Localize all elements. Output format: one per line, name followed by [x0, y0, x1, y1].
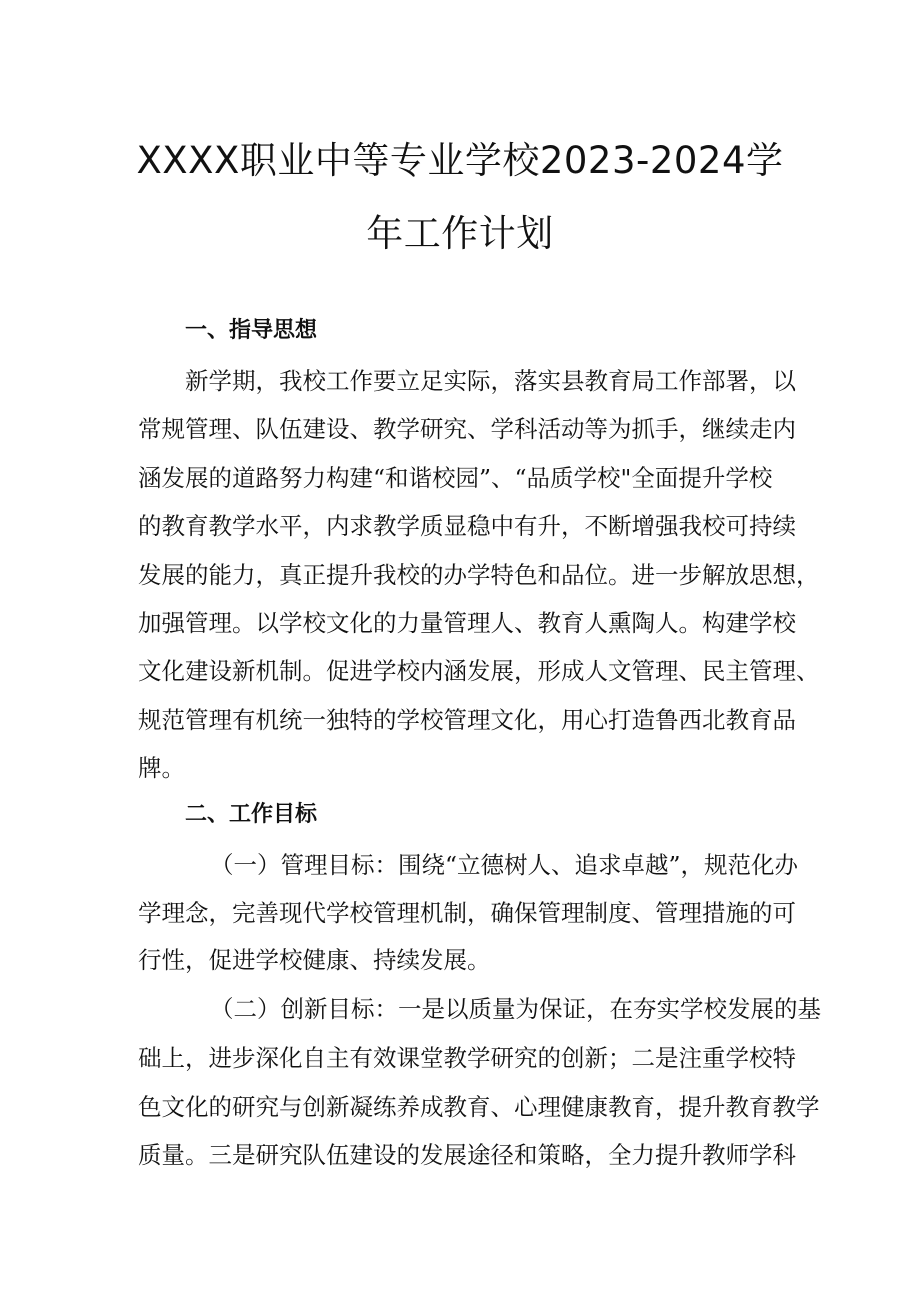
- paragraph-line: 行性，促进学校健康、持续发展。: [138, 946, 491, 974]
- paragraph-line: 加强管理。以学校文化的力量管理人、教育人熏陶人。构建学校: [138, 609, 796, 637]
- paragraph-line: 色文化的研究与创新凝练养成教育、心理健康教育，提升教育教学: [138, 1093, 820, 1121]
- paragraph-line: 新学期，我校工作要立足实际，落实县教育局工作部署，以: [185, 367, 796, 395]
- paragraph-line: （一）管理目标：围绕“立德树人、追求卓越”，规范化办: [210, 851, 799, 879]
- paragraph-line: 规范管理有机统一独特的学校管理文化，用心打造鲁西北教育品: [138, 706, 796, 734]
- paragraph-line: 常规管理、队伍建设、教学研究、学科活动等为抓手，继续走内: [138, 415, 796, 443]
- paragraph-line: 牌。: [138, 754, 185, 782]
- paragraph-line: 础上，进步深化自主有效课堂教学研究的创新；二是注重学校特: [138, 1044, 796, 1072]
- paragraph-line: 质量。三是研究队伍建设的发展途径和策略，全力提升教师学科: [138, 1141, 796, 1169]
- section-2-heading: 二、工作目标: [185, 802, 318, 827]
- document-title-line-2: 年工作计划: [366, 212, 554, 255]
- paragraph-line: （二）创新目标：一是以质量为保证，在夯实学校发展的基: [210, 995, 821, 1023]
- paragraph-line: 学理念，完善现代学校管理机制，确保管理制度、管理措施的可: [138, 899, 796, 927]
- paragraph-line: 的教育教学水平，内求教学质显稳中有升，不断增强我校可持续: [138, 512, 796, 540]
- paragraph-line: 文化建设新机制。促进学校内涵发展，形成人文管理、民主管理、: [138, 657, 820, 685]
- section-1-heading: 一、指导思想: [185, 318, 318, 343]
- paragraph-line: 发展的能力，真正提升我校的办学特色和品位。进一步解放思想，: [138, 561, 820, 589]
- document-title-line-1: XXXX职业中等专业学校2023-2024学: [136, 139, 784, 182]
- paragraph-line: 涵发展的道路努力构建“和谐校园”、“品质学校"全面提升学校: [138, 464, 773, 492]
